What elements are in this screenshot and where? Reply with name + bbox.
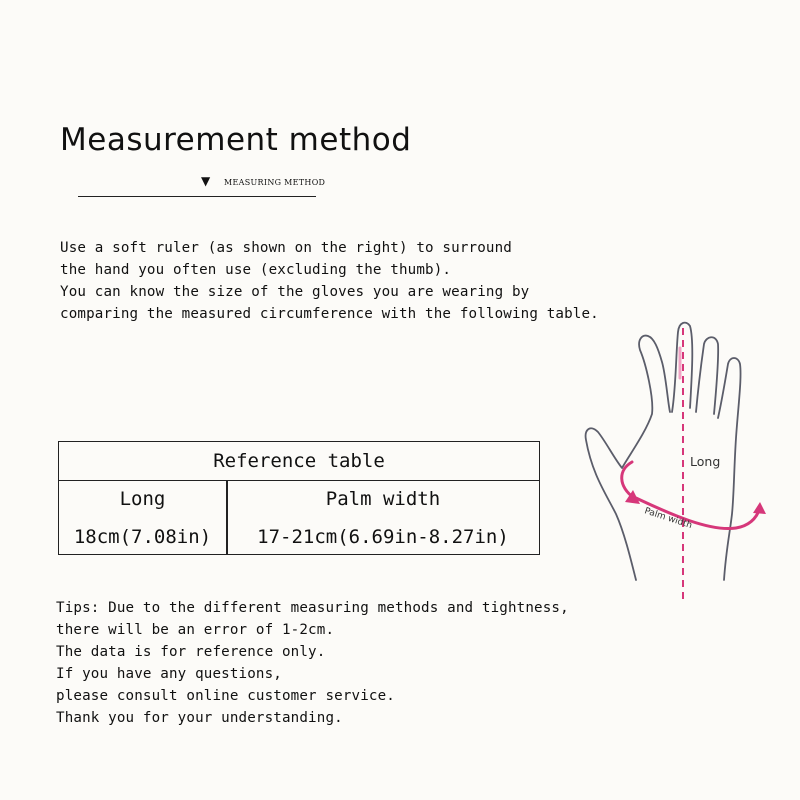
intro-line: the hand you often use (excluding the thumb). [60, 262, 452, 278]
palm-width-label: Palm width [643, 506, 694, 532]
tips-line: Thank you for your understanding. [56, 710, 343, 726]
tips-line: The data is for reference only. [56, 644, 326, 660]
intro-line: comparing the measured circumference with the following table. [60, 306, 599, 322]
intro-text [60, 237, 599, 325]
tips-line: please consult online customer service. [56, 688, 395, 704]
tips-line: If you have any questions, [56, 666, 282, 682]
intro-line: You can know the size of the gloves you are wearing by [60, 284, 530, 300]
intro-line: Use a soft ruler (as shown on the right) to surround [60, 240, 512, 256]
subtitle-row [78, 172, 326, 198]
hand-outline [586, 323, 741, 580]
table-title: Reference table [59, 442, 539, 481]
tips-line: there will be an error of 1-2cm. [56, 622, 335, 638]
tips-line: Tips: Due to the different measuring methods and tightness, [56, 600, 569, 616]
hand-measurement-illustration [580, 318, 780, 608]
page-title: Measurement method [60, 122, 412, 158]
table-cell-long: 18cm(7.08in) [73, 526, 212, 548]
tips-text [56, 597, 569, 729]
right-arrowhead [753, 502, 766, 514]
column-header-palm-width: Palm width [325, 488, 441, 510]
reference-table [58, 441, 540, 555]
table-cell-palm-width: 17-21cm(6.69in-8.27in) [257, 526, 509, 548]
column-header-long: Long [119, 488, 166, 510]
section-subtitle: MEASURING METHOD [224, 178, 326, 187]
divider [78, 196, 316, 197]
triangle-down-icon: ▼ [201, 174, 211, 188]
long-label: Long [690, 454, 721, 469]
